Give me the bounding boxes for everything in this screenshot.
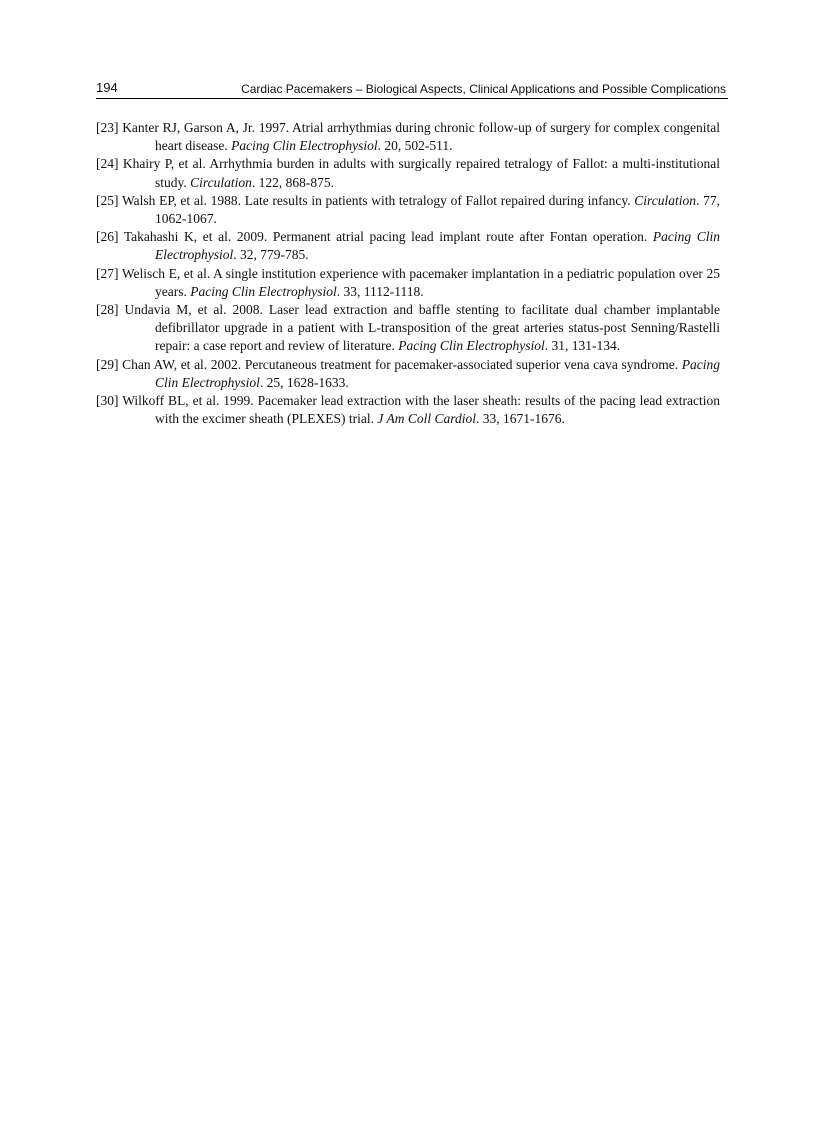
reference-text: Takahashi K, et al. 2009. Permanent atrial pacing lead implant route after Fontan operation.: [123, 229, 648, 245]
reference-journal: Circulation: [634, 192, 697, 208]
reference-label: [27]: [96, 265, 119, 281]
reference-journal: Pacing Clin Electrophysiol: [155, 229, 720, 263]
reference-text: Wilkoff BL, et al. 1999. Pacemaker lead extraction with the laser sheath: results of the pacing lead extraction with the excimer sheath (PLEXES) trial.: [122, 393, 720, 427]
reference-27: [96, 265, 720, 301]
reference-journal: Circulation: [190, 174, 252, 190]
reference-details: . 33, 1112-1118.: [336, 283, 424, 299]
reference-label: [28]: [96, 302, 119, 318]
reference-30: [96, 392, 720, 428]
reference-details: . 25, 1628-1633.: [259, 374, 349, 390]
reference-25: [96, 192, 720, 228]
reference-text: Walsh EP, et al. 1988. Late results in patients with tetralogy of Fallot repaired during infancy.: [121, 192, 631, 208]
reference-details: . 32, 779-785.: [233, 247, 309, 263]
reference-label: [29]: [96, 356, 119, 372]
reference-journal: Pacing Clin Electrophysiol: [190, 283, 337, 299]
reference-text: Chan AW, et al. 2002. Percutaneous treatment for pacemaker-associated superior vena cava syndrome.: [122, 356, 679, 372]
reference-journal: J Am Coll Cardiol: [377, 411, 476, 427]
reference-text: Kanter RJ, Garson A, Jr. 1997. Atrial arrhythmias during chronic follow-up of surgery for complex congenital heart disease.: [122, 120, 721, 154]
reference-text: Welisch E, et al. A single institution experience with pacemaker implantation in a pediatric population over 25 years.: [121, 265, 721, 299]
reference-details: . 122, 868-875.: [251, 174, 335, 190]
running-head: [96, 80, 728, 99]
reference-details: . 20, 502-511.: [377, 138, 453, 154]
reference-label: [30]: [96, 393, 119, 409]
reference-details: . 77, 1062-1067.: [155, 192, 721, 227]
reference-29: [96, 356, 720, 392]
page-number: 194: [96, 80, 118, 95]
reference-label: [26]: [96, 229, 119, 245]
running-title: Cardiac Pacemakers – Biological Aspects, Clinical Applications and Possible Complications: [241, 82, 726, 96]
reference-label: [25]: [96, 192, 119, 208]
reference-details: . 33, 1671-1676.: [475, 411, 565, 427]
reference-journal: Pacing Clin Electrophysiol: [231, 138, 378, 154]
reference-24: [96, 155, 720, 191]
reference-26: [96, 228, 720, 264]
reference-journal: Pacing Clin Electrophysiol: [155, 356, 721, 390]
reference-label: [23]: [96, 120, 119, 135]
reference-list: [96, 119, 720, 428]
reference-details: . 31, 131-134.: [544, 338, 621, 354]
reference-text: Khairy P, et al. Arrhythmia burden in adults with surgically repaired tetralogy of Fallot: a multi-institutional study.: [122, 156, 720, 190]
reference-label: [24]: [96, 156, 119, 172]
reference-text: Undavia M, et al. 2008. Laser lead extraction and baffle stenting to facilitate dual chamber implantable defibrillator upgrade in a patient with L-transposition of the great arteries status-post Senning/Rastelli repair: a case report and review of literature.: [124, 302, 721, 354]
reference-28: [96, 301, 720, 356]
reference-23: [96, 119, 720, 155]
reference-journal: Pacing Clin Electrophysiol: [398, 338, 545, 354]
